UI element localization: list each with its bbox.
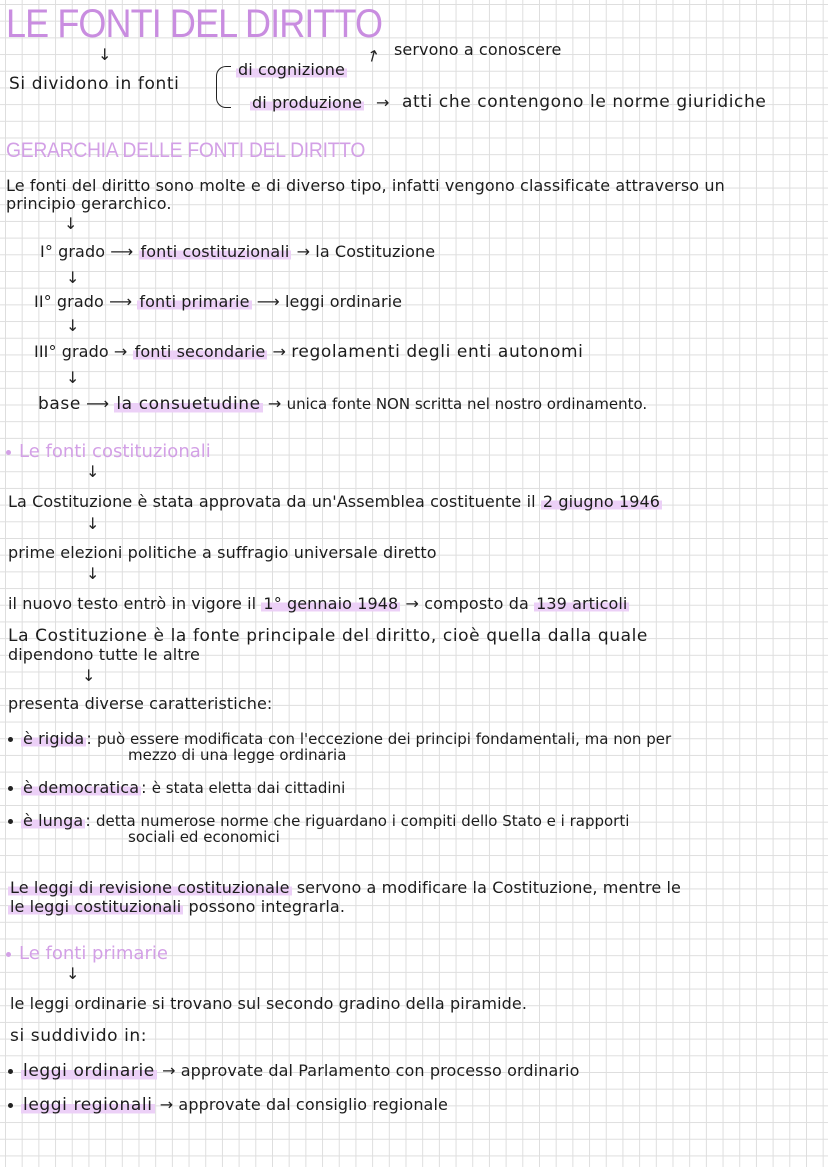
bullet-icon xyxy=(8,1103,13,1108)
source-label: fonti costituzionali xyxy=(140,242,290,261)
paragraph-line: principio gerarchico. xyxy=(6,194,172,213)
term-highlight: le leggi costituzionali xyxy=(10,897,182,916)
paragraph-line: il nuovo testo entrò in vigore il 1° gennaio 1948 → composto da 139 articoli xyxy=(8,594,628,613)
arrow-down-icon: ↓ xyxy=(66,316,80,335)
source-label: fonti primarie xyxy=(139,292,250,311)
bullet-icon xyxy=(8,737,13,742)
source-label: fonti secondarie xyxy=(134,342,266,361)
arrow-down-icon: ↓ xyxy=(98,45,112,64)
intro-label: Si dividono in fonti xyxy=(9,74,180,94)
arrow-up-right-icon: ↗ xyxy=(362,43,384,68)
arrow-right-icon: → xyxy=(162,1061,181,1080)
arrow-right-icon: → xyxy=(405,594,425,613)
arrow-down-icon: ↓ xyxy=(66,964,80,983)
arrow-right-icon: ⟶ xyxy=(110,242,139,261)
bullet-icon xyxy=(8,819,13,824)
bullet-icon xyxy=(6,450,11,455)
arrow-down-icon: ↓ xyxy=(64,214,78,233)
branch-cognizione: di cognizione xyxy=(238,60,345,79)
paragraph-line: le leggi costituzionali possono integrarla. xyxy=(10,897,346,916)
feature-term: è democratica xyxy=(23,778,140,797)
term-highlight: Le leggi di revisione costituzionale xyxy=(10,878,290,897)
paragraph-line: La Costituzione è la fonte principale del diritto, cioè quella dalla quale xyxy=(8,626,648,646)
feature-term: è lunga xyxy=(23,811,84,830)
arrow-down-icon: ↓ xyxy=(66,268,80,287)
grade-label: base xyxy=(38,394,81,414)
paragraph-line: La Costituzione è stata approvata da un'Assemblea costituente il 2 giugno 1946 xyxy=(8,492,661,511)
count-highlight: 139 articoli xyxy=(536,594,628,613)
arrow-right-icon: → xyxy=(376,93,390,112)
arrow-right-icon: → xyxy=(159,1095,179,1114)
hierarchy-level xyxy=(34,292,402,311)
hierarchy-level xyxy=(38,394,647,414)
arrow-right-icon: → xyxy=(272,342,292,361)
section-heading-primarie: Le fonti primarie xyxy=(6,943,168,964)
arrow-down-icon: ↓ xyxy=(82,666,96,685)
arrow-down-icon: ↓ xyxy=(86,514,100,533)
feature-item: è rigida : può essere modificata con l'eccezione dei principi fondamentali, ma non per xyxy=(8,729,671,748)
arrow-down-icon: ↓ xyxy=(86,462,100,481)
bullet-icon xyxy=(8,1069,13,1074)
section-heading-gerarchia: GERARCHIA DELLE FONTI DEL DIRITTO xyxy=(6,139,366,162)
list-term: leggi ordinarie xyxy=(23,1061,155,1081)
feature-desc-cont: sociali ed economici xyxy=(128,828,280,846)
paragraph-line: le leggi ordinarie si trovano sul secondo gradino della piramide. xyxy=(10,994,528,1013)
paragraph-line: si suddivido in: xyxy=(10,1026,148,1046)
arrow-down-icon: ↓ xyxy=(86,564,100,583)
paragraph-line: presenta diverse caratteristiche: xyxy=(8,694,273,713)
arrow-down-icon: ↓ xyxy=(66,368,80,387)
date-highlight: 2 giugno 1946 xyxy=(542,492,661,511)
feature-item: è democratica : è stata eletta dai cittadini xyxy=(8,778,345,797)
arrow-right-icon: → xyxy=(113,342,133,361)
arrow-right-icon: ⟶ xyxy=(109,292,138,311)
hierarchy-level xyxy=(40,242,435,261)
grade-label: III° grado xyxy=(34,342,109,361)
list-item: leggi ordinarie → approvate dal Parlamento con processo ordinario xyxy=(8,1061,579,1081)
branch-cognizione-note: servono a conoscere xyxy=(394,40,562,59)
source-label: la consuetudine xyxy=(116,394,261,414)
feature-term: è rigida xyxy=(23,729,85,748)
paragraph-line: prime elezioni politiche a suffragio universale diretto xyxy=(8,543,437,562)
feature-item: è lunga : detta numerose norme che riguardano i compiti dello Stato e i rapporti xyxy=(8,811,629,830)
hierarchy-level xyxy=(34,342,583,362)
list-term: leggi regionali xyxy=(23,1095,153,1115)
grade-label: II° grado xyxy=(34,292,104,311)
paragraph-line: dipendono tutte le altre xyxy=(8,645,200,664)
branch-produzione-note: atti che contengono le norme giuridiche xyxy=(402,92,767,112)
page-title: LE FONTI DEL DIRITTO xyxy=(6,2,383,46)
example-label: regolamenti degli enti autonomi xyxy=(291,342,584,362)
bullet-icon xyxy=(6,952,11,957)
arrow-right-icon: → xyxy=(296,242,316,261)
feature-desc-cont: mezzo di una legge ordinaria xyxy=(128,746,347,764)
example-label: la Costituzione xyxy=(315,242,436,261)
brace-icon xyxy=(216,66,231,108)
grade-label: I° grado xyxy=(40,242,106,261)
example-label: leggi ordinarie xyxy=(284,292,403,311)
date-highlight: 1° gennaio 1948 xyxy=(263,594,399,613)
section-heading-costituzionali: Le fonti costituzionali xyxy=(6,441,211,462)
example-label: unica fonte NON scritta nel nostro ordinamento. xyxy=(286,395,648,413)
branch-produzione: di produzione xyxy=(252,93,363,112)
bullet-icon xyxy=(8,786,13,791)
list-item: leggi regionali → approvate dal consiglio regionale xyxy=(8,1095,448,1115)
paragraph-line: Le fonti del diritto sono molte e di diverso tipo, infatti vengono classificate attraverso un xyxy=(6,176,725,195)
paragraph-line: Le leggi di revisione costituzionale servono a modificare la Costituzione, mentre le xyxy=(10,878,681,897)
arrow-right-icon: ⟶ xyxy=(86,394,115,413)
arrow-right-icon: → xyxy=(267,394,287,413)
arrow-right-icon: ⟶ xyxy=(256,292,285,311)
